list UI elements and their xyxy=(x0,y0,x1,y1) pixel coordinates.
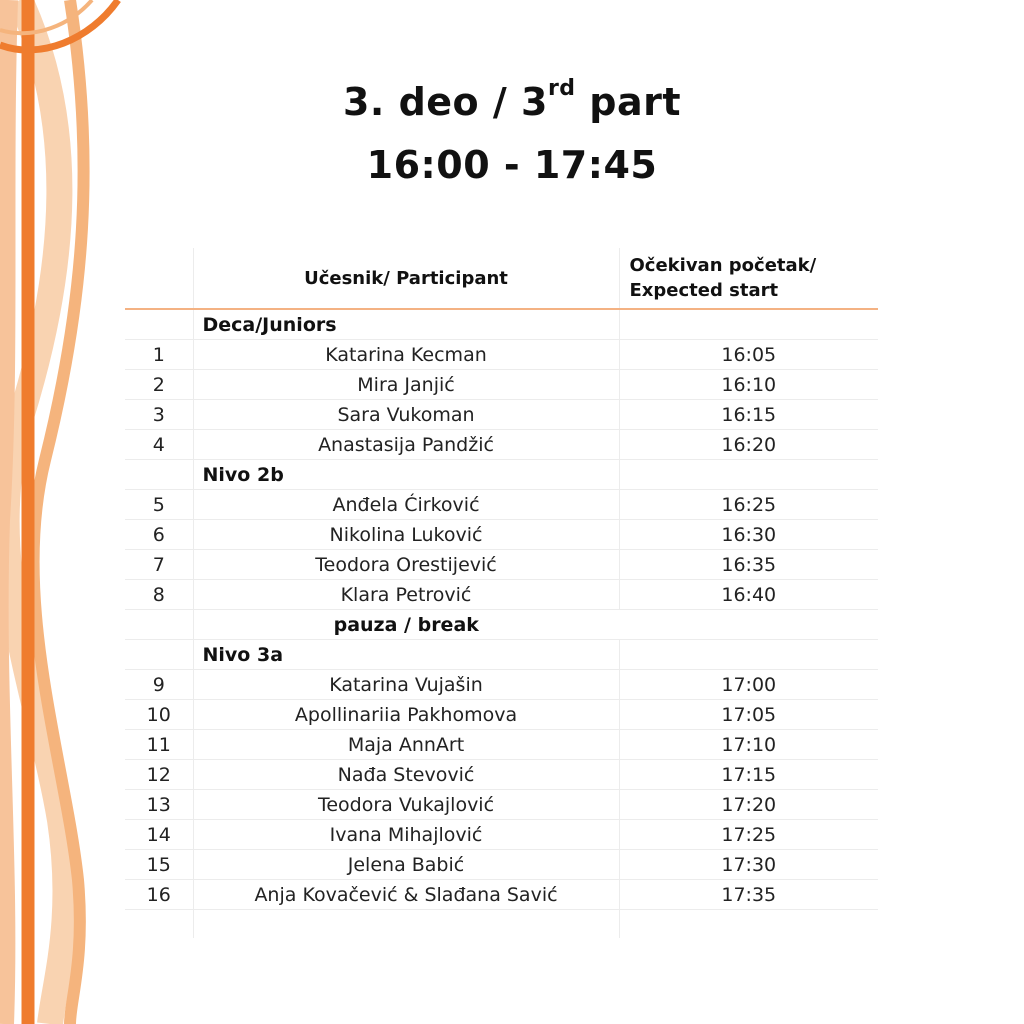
participant-name: Klara Petrović xyxy=(193,580,619,610)
section-label: Nivo 2b xyxy=(193,460,619,490)
participant-number: 13 xyxy=(125,790,193,820)
page-title xyxy=(0,76,1024,124)
participant-name: Teodora Orestijević xyxy=(193,550,619,580)
empty-cell xyxy=(193,910,619,939)
participant-number: 7 xyxy=(125,550,193,580)
table-row xyxy=(125,580,878,610)
participant-number: 5 xyxy=(125,490,193,520)
empty-cell xyxy=(125,460,193,490)
participant-name: Mira Janjić xyxy=(193,370,619,400)
participant-number: 2 xyxy=(125,370,193,400)
empty-cell xyxy=(125,640,193,670)
expected-start-time: 16:10 xyxy=(619,370,878,400)
table-header-row xyxy=(125,248,878,309)
header-expected-start-line2: Expected start xyxy=(629,280,779,301)
table-row xyxy=(125,790,878,820)
empty-cell xyxy=(619,640,878,670)
expected-start-time: 16:40 xyxy=(619,580,878,610)
expected-start-time: 16:20 xyxy=(619,430,878,460)
table-row xyxy=(125,850,878,880)
expected-start-time: 16:05 xyxy=(619,340,878,370)
expected-start-time: 17:05 xyxy=(619,700,878,730)
participant-number: 14 xyxy=(125,820,193,850)
break-label: pauza / break xyxy=(193,610,619,640)
header-participant: Učesnik/ Participant xyxy=(193,248,619,309)
empty-cell xyxy=(619,910,878,939)
table-row xyxy=(125,670,878,700)
participant-number: 4 xyxy=(125,430,193,460)
participant-name: Jelena Babić xyxy=(193,850,619,880)
table-row xyxy=(125,760,878,790)
table-tail-row xyxy=(125,910,878,939)
header-number-cell xyxy=(125,248,193,309)
participant-name: Apollinariia Pakhomova xyxy=(193,700,619,730)
table-row xyxy=(125,700,878,730)
title-part-prefix: 3. deo / 3 xyxy=(342,80,548,124)
empty-cell xyxy=(619,309,878,340)
expected-start-time: 17:20 xyxy=(619,790,878,820)
title-part-suffix: part xyxy=(575,80,682,124)
time-range-title: 16:00 - 17:45 xyxy=(366,143,658,187)
section-label: Deca/Juniors xyxy=(193,309,619,340)
participant-number: 15 xyxy=(125,850,193,880)
participant-name: Maja AnnArt xyxy=(193,730,619,760)
participant-name: Nikolina Luković xyxy=(193,520,619,550)
table-row xyxy=(125,490,878,520)
expected-start-time: 16:30 xyxy=(619,520,878,550)
table-row xyxy=(125,370,878,400)
participant-name: Anđela Ćirković xyxy=(193,490,619,520)
table-row xyxy=(125,880,878,910)
empty-cell xyxy=(125,309,193,340)
participant-name: Teodora Vukajlović xyxy=(193,790,619,820)
participant-number: 6 xyxy=(125,520,193,550)
expected-start-time: 17:15 xyxy=(619,760,878,790)
participant-name: Katarina Vujašin xyxy=(193,670,619,700)
table-row xyxy=(125,340,878,370)
empty-cell xyxy=(619,610,878,640)
title-part-ordinal: rd xyxy=(547,76,576,101)
expected-start-time: 17:10 xyxy=(619,730,878,760)
section-row xyxy=(125,309,878,340)
expected-start-time: 17:35 xyxy=(619,880,878,910)
schedule-table xyxy=(125,248,878,938)
expected-start-time: 16:35 xyxy=(619,550,878,580)
table-row xyxy=(125,400,878,430)
expected-start-time: 17:00 xyxy=(619,670,878,700)
participant-name: Ivana Mihajlović xyxy=(193,820,619,850)
participant-number: 12 xyxy=(125,760,193,790)
participant-number: 11 xyxy=(125,730,193,760)
expected-start-time: 17:30 xyxy=(619,850,878,880)
participant-name: Anastasija Pandžić xyxy=(193,430,619,460)
header-expected-start xyxy=(619,248,878,309)
participant-number: 8 xyxy=(125,580,193,610)
empty-cell xyxy=(125,910,193,939)
participant-name: Nađa Stevović xyxy=(193,760,619,790)
participant-name: Anja Kovačević & Slađana Savić xyxy=(193,880,619,910)
table-row xyxy=(125,550,878,580)
expected-start-time: 16:25 xyxy=(619,490,878,520)
empty-cell xyxy=(125,610,193,640)
participant-name: Katarina Kecman xyxy=(193,340,619,370)
participant-number: 3 xyxy=(125,400,193,430)
table-row xyxy=(125,820,878,850)
expected-start-time: 17:25 xyxy=(619,820,878,850)
section-row xyxy=(125,640,878,670)
participant-number: 9 xyxy=(125,670,193,700)
schedule-body xyxy=(125,309,878,938)
table-row xyxy=(125,430,878,460)
table-row xyxy=(125,730,878,760)
participant-number: 10 xyxy=(125,700,193,730)
header-expected-start-line1: Očekivan početak/ xyxy=(629,255,817,276)
participant-number: 1 xyxy=(125,340,193,370)
break-row xyxy=(125,610,878,640)
participant-name: Sara Vukoman xyxy=(193,400,619,430)
section-label: Nivo 3a xyxy=(193,640,619,670)
section-row xyxy=(125,460,878,490)
participant-number: 16 xyxy=(125,880,193,910)
expected-start-time: 16:15 xyxy=(619,400,878,430)
table-row xyxy=(125,520,878,550)
empty-cell xyxy=(619,460,878,490)
